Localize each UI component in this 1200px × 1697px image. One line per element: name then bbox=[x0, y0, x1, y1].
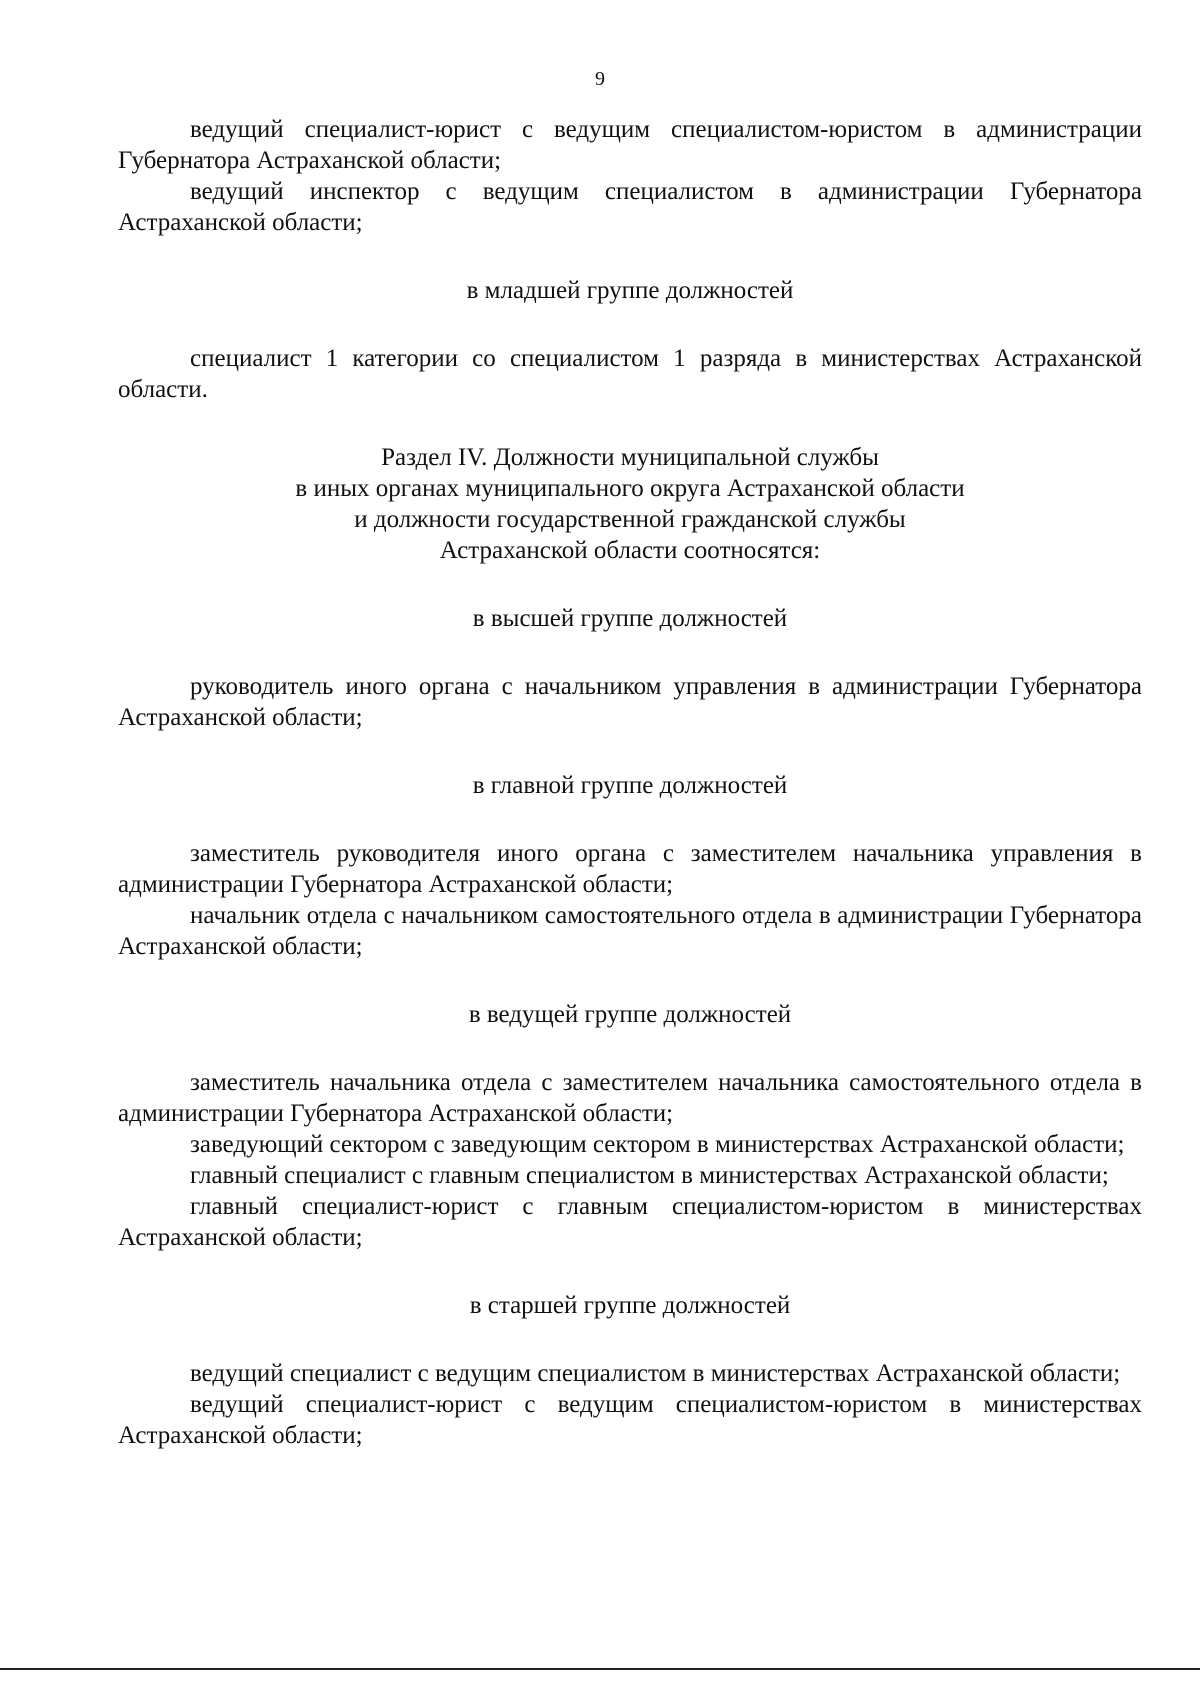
paragraph: ведущий инспектор с ведущим специалистом в администрации Губернатора Астраханской области; bbox=[118, 178, 1142, 236]
paragraph: начальник отдела с начальником самостоятельного отдела в администрации Губернатора Астраханской области; bbox=[118, 902, 1142, 960]
group-heading-junior: в младшей группе должностей bbox=[466, 277, 794, 304]
paragraph: руководитель иного органа с начальником управления в администрации Губернатора Астраханской области; bbox=[118, 673, 1142, 731]
section-title-line: и должности государственной гражданской службы bbox=[354, 506, 906, 533]
section-title-line: в иных органах муниципального округа Астраханской области bbox=[295, 475, 965, 502]
paragraph: ведущий специалист с ведущим специалистом в министерствах Астраханской области; bbox=[190, 1360, 1121, 1387]
paragraph: заведующий сектором с заведующим сектором в министерствах Астраханской области; bbox=[190, 1131, 1125, 1158]
section-title bbox=[118, 442, 1142, 566]
group-heading-senior: в старшей группе должностей bbox=[469, 1292, 791, 1319]
paragraph: специалист 1 категории со специалистом 1 разряда в министерствах Астраханской области. bbox=[118, 345, 1142, 403]
paragraph: главный специалист-юрист с главным специалистом-юристом в министерствах Астраханской области; bbox=[118, 1193, 1142, 1251]
document-body bbox=[118, 114, 1142, 1451]
section-title-line: Раздел IV. Должности муниципальной службы bbox=[381, 444, 879, 471]
paragraph: заместитель начальника отдела с заместителем начальника самостоятельного отдела в администрации Губернатора Астраханской области; bbox=[118, 1069, 1142, 1127]
paragraph: заместитель руководителя иного органа с заместителем начальника управления в администрации Губернатора Астраханской области; bbox=[118, 840, 1142, 898]
page-number: 9 bbox=[595, 68, 605, 90]
paragraph: главный специалист с главным специалистом в министерствах Астраханской области; bbox=[190, 1162, 1109, 1189]
group-heading-main: в главной группе должностей bbox=[472, 772, 788, 799]
page-bottom-rule bbox=[0, 1668, 1200, 1670]
group-heading-highest: в высшей группе должностей bbox=[472, 605, 788, 632]
section-title-line: Астраханской области соотносятся: bbox=[439, 537, 821, 564]
paragraph: ведущий специалист-юрист с ведущим специалистом-юристом в министерствах Астраханской области; bbox=[118, 1391, 1142, 1449]
group-heading-leading: в ведущей группе должностей bbox=[468, 1001, 792, 1028]
paragraph: ведущий специалист-юрист с ведущим специалистом-юристом в администрации Губернатора Астраханской области; bbox=[118, 116, 1142, 174]
